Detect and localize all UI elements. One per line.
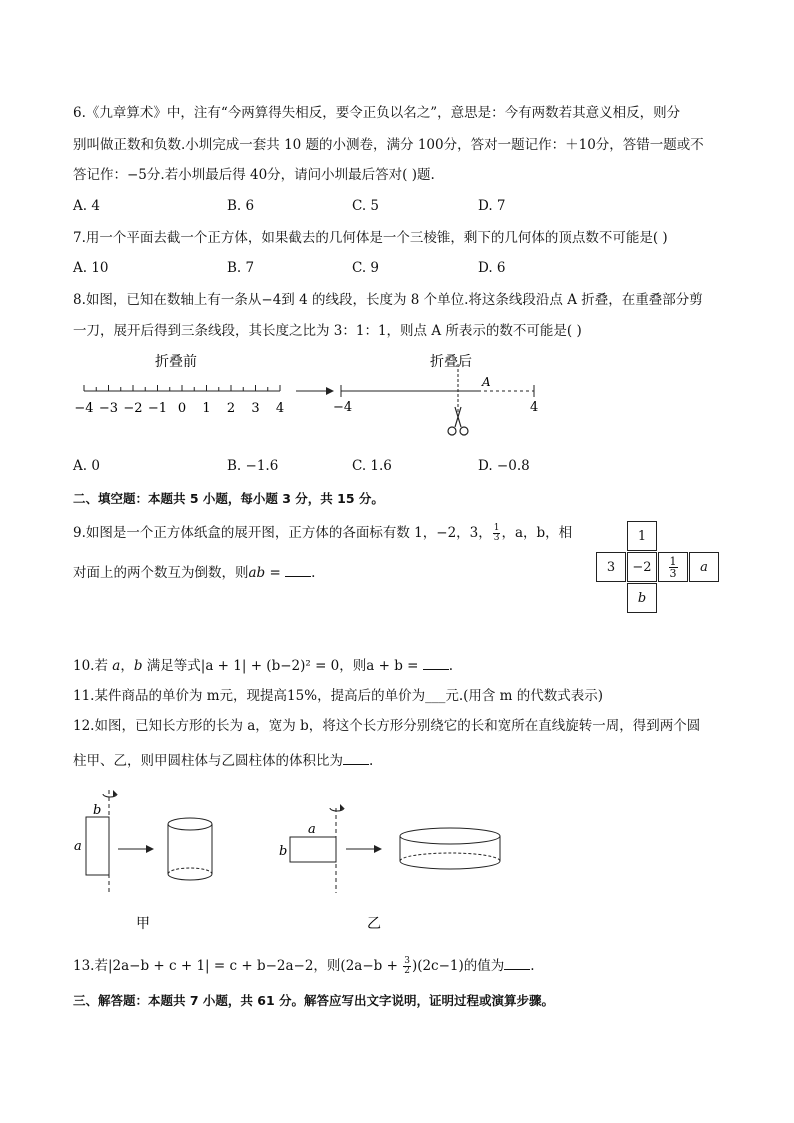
tick-label: −4	[74, 401, 94, 416]
q8-line2: 一刀，展开后得到三条线段，其长度之比为 3：1：1，则点 A 所表示的数不可能是( )	[73, 323, 582, 339]
q8-option-a: A. 0	[73, 458, 100, 474]
tick-label: −1	[147, 401, 168, 416]
answer-blank	[504, 955, 530, 970]
q13-fraction: $\frac{3}{2}$	[404, 956, 410, 976]
tick-label: 3	[251, 401, 260, 416]
net-bottom: b	[627, 583, 657, 613]
q6-line2: 别叫做正数和负数.小圳完成一套共 10 题的小测卷，满分 100分，答对一题记作：＋10分，答错一题或不	[73, 137, 704, 153]
label-b-right: b	[279, 844, 288, 859]
label-a-right: a	[308, 822, 316, 837]
tick-label: 2	[226, 401, 236, 416]
q9-line1: 9.如图是一个正方体纸盒的展开图，正方体的各面标有数 1，−2，3， $\frac{1}{3}$ ，a，b，相	[73, 523, 573, 543]
q13-line: 13.若|2a−b + c + 1| = c + b−2a−2，则(2a−b + $\frac{3}{2}$ )(2c−1)的值为 .	[73, 956, 535, 976]
q9-line2: 对面上的两个数互为倒数，则ab = .	[73, 562, 315, 582]
q9-fraction: $\frac{1}{3}$	[493, 523, 500, 543]
q8-option-d: D. −0.8	[478, 458, 530, 474]
q8-option-c: C. 1.6	[352, 458, 392, 474]
q7-line1: 7.用一个平面去截一个正方体，如果截去的几何体是一个三棱锥，剩下的几何体的顶点数不可能是( )	[73, 230, 668, 246]
section-2-heading: 二、填空题：本题共 5 小题，每小题 3 分，共 15 分。	[73, 491, 384, 506]
net-right-fraction: $\frac{1}{3}$	[658, 552, 688, 582]
net-far-right: a	[689, 552, 719, 582]
q7-option-c: C. 9	[352, 260, 380, 276]
label-b-left: b	[93, 803, 102, 818]
q8-option-b: B. −1.6	[227, 458, 279, 474]
q6-option-b: B. 6	[227, 198, 255, 214]
q7-option-b: B. 7	[227, 260, 255, 276]
tick-label: −2	[123, 401, 143, 416]
net-left: 3	[596, 552, 626, 582]
q7-option-d: D. 6	[478, 260, 506, 276]
tick-label: 1	[202, 401, 211, 416]
q8-right-start-label: −4	[333, 400, 353, 415]
section-3-heading: 三、解答题：本题共 7 小题，共 61 分。解答应写出文字说明，证明过程或演算步骤。	[73, 993, 555, 1008]
net-center: −2	[627, 552, 657, 582]
tick-label: −3	[98, 401, 119, 416]
q7-option-a: A. 10	[73, 260, 109, 276]
q6-line3: 答记作：−5分.若小圳最后得 40分，请问小圳最后答对( )题.	[73, 167, 435, 183]
q12-line2: 柱甲、乙，则甲圆柱体与乙圆柱体的体积比为 .	[73, 750, 373, 770]
net-top: 1	[627, 521, 657, 551]
q8-right-end-label: 4	[530, 400, 539, 415]
q6-option-c: C. 5	[352, 198, 380, 214]
q8-after-title: 折叠后	[430, 354, 472, 370]
q11-line: 11.某件商品的单价为 m元，现提高15%，提高后的单价为___元.(用含 m 的代数式表示)	[73, 688, 604, 704]
tick-label: 0	[177, 401, 187, 416]
tick-label: 4	[275, 401, 285, 416]
q12-line1: 12.如图，已知长方形的长为 a，宽为 b，将这个长方形分别绕它的长和宽所在直线旋转一周，得到两个圆	[73, 718, 701, 734]
q6-option-a: A. 4	[73, 198, 100, 214]
q10-line: 10.若 a，b 满足等式|a + 1| + (b−2)² = 0，则a + b = .	[73, 655, 453, 675]
q8-before-title: 折叠前	[155, 354, 197, 370]
label-jia: 甲	[136, 916, 150, 932]
q6-option-d: D. 7	[478, 198, 506, 214]
q8-line1: 8.如图，已知在数轴上有一条从−4到 4 的线段，长度为 8 个单位.将这条线段沿点 A 折叠，在重叠部分剪	[73, 292, 703, 308]
label-a-left: a	[74, 839, 82, 854]
q8-point-a-label: A	[482, 375, 491, 389]
q6-line1: 6.《九章算术》中，注有“今两算得失相反，要令正负以名之”，意思是：今有两数若其意义相反，则分	[73, 105, 681, 121]
label-yi: 乙	[367, 916, 381, 932]
